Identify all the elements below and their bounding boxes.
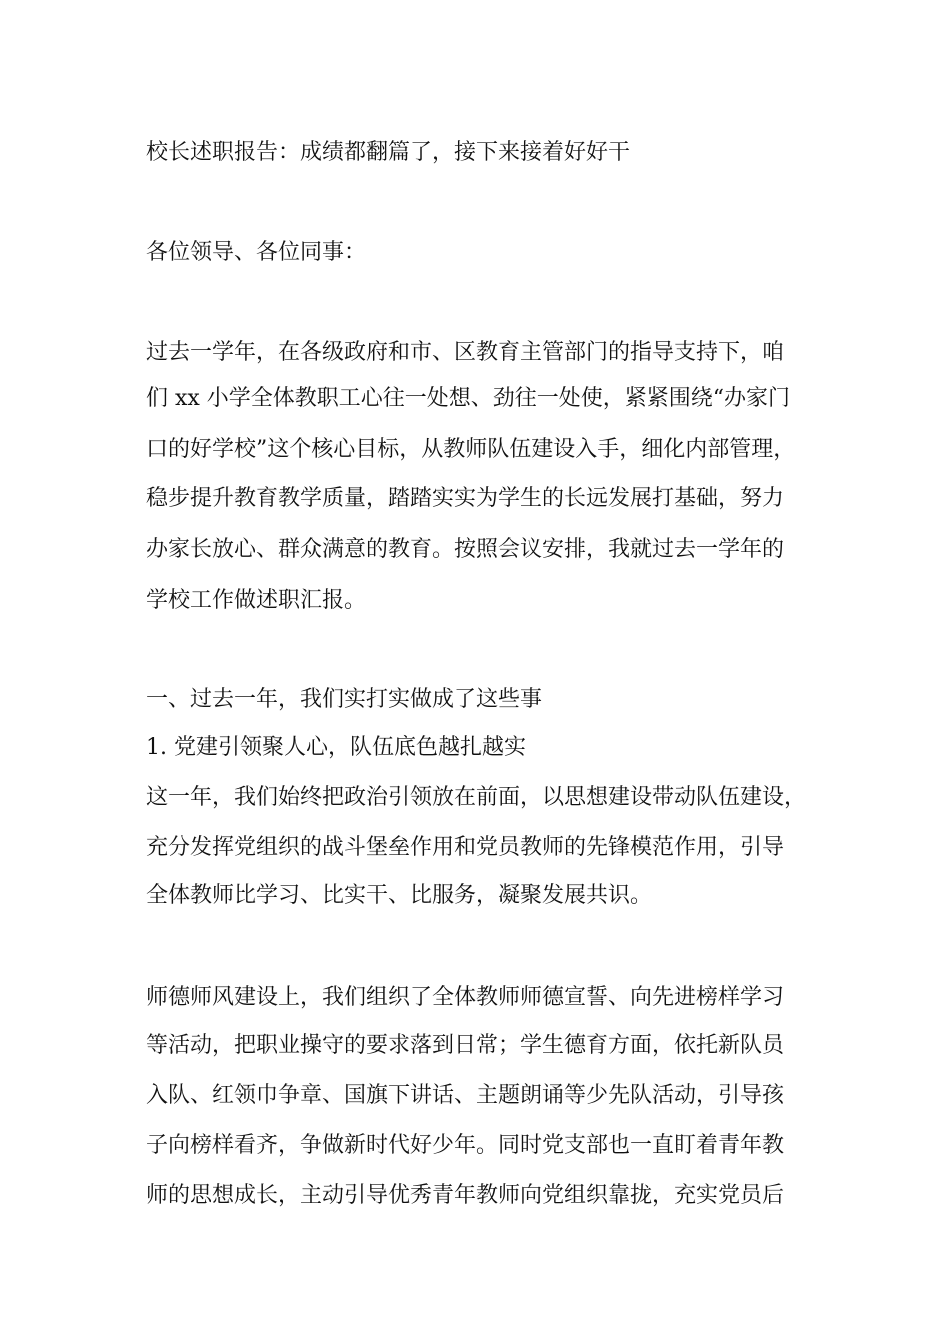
paragraph-line: 充分发挥党组织的战斗堡垒作用和党员教师的先锋模范作用，引导 <box>146 835 785 860</box>
intro-line: 稳步提升教育教学质量，踏踏实实为学生的长远发展打基础，努力 <box>146 486 785 511</box>
subsection-heading: 1. 党建引领聚人心，队伍底色越扎越实 <box>146 735 526 760</box>
intro-line: 办家长放心、群众满意的教育。按照会议安排，我就过去一学年的 <box>146 537 785 562</box>
intro-line: 过去一学年，在各级政府和市、区教育主管部门的指导支持下，咱 <box>146 340 785 365</box>
paragraph-line: 全体教师比学习、比实干、比服务，凝聚发展共识。 <box>146 883 653 908</box>
intro-line: 口的好学校”这个核心目标，从教师队伍建设入手，细化内部管理， <box>146 437 796 462</box>
paragraph-line: 这一年，我们始终把政治引领放在前面，以思想建设带动队伍建设， <box>146 785 807 810</box>
section-heading: 一、过去一年，我们实打实做成了这些事 <box>146 687 543 712</box>
paragraph-line: 入队、红领巾争章、国旗下讲话、主题朗诵等少先队活动，引导孩 <box>146 1083 785 1108</box>
salutation: 各位领导、各位同事： <box>146 240 367 265</box>
intro-line: 们 xx 小学全体教职工心往一处想、劲往一处使，紧紧围绕“办家门 <box>146 386 791 411</box>
document-title: 校长述职报告：成绩都翻篇了，接下来接着好好干 <box>146 140 631 165</box>
intro-line: 学校工作做述职汇报。 <box>146 588 367 613</box>
paragraph-line: 师德师风建设上，我们组织了全体教师师德宣誓、向先进榜样学习 <box>146 985 785 1010</box>
paragraph-line: 子向榜样看齐，争做新时代好少年。同时党支部也一直盯着青年教 <box>146 1133 785 1158</box>
paragraph-line: 等活动，把职业操守的要求落到日常；学生德育方面，依托新队员 <box>146 1033 785 1058</box>
paragraph-line: 师的思想成长，主动引导优秀青年教师向党组织靠拢，充实党员后 <box>146 1183 785 1208</box>
